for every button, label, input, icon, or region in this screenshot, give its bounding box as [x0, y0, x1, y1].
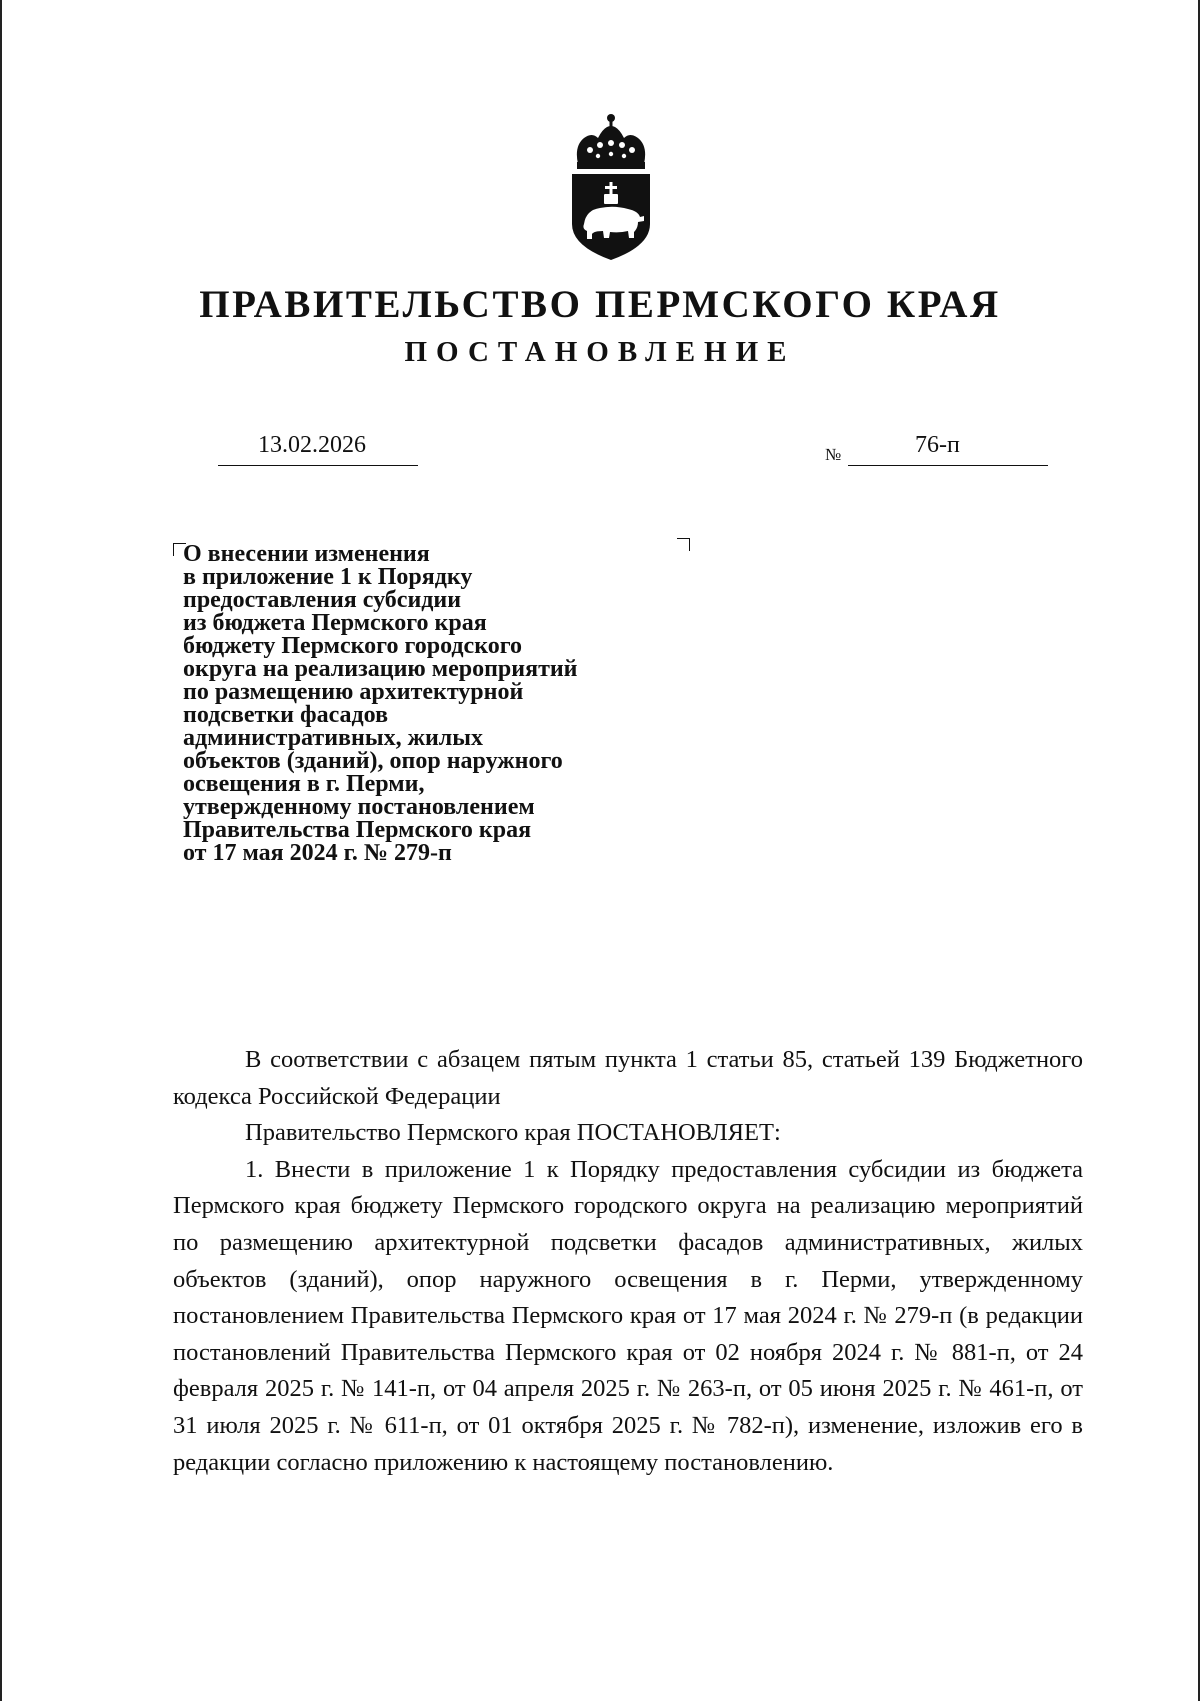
page-left-edge [0, 0, 2, 1701]
subject-line: Правительства Пермского края [183, 817, 532, 843]
document-type: ПОСТАНОВЛЕНИЕ [404, 336, 796, 368]
subject-line: от 17 мая 2024 г. № 279-п [183, 840, 452, 866]
subject-line: из бюджета Пермского края [183, 610, 487, 636]
government-title: ПРАВИТЕЛЬСТВО ПЕРМСКОГО КРАЯ [199, 283, 1001, 326]
subject-line: административных, жилых [183, 725, 484, 751]
subject-line: предоставления субсидии [183, 587, 462, 613]
subject-line: О внесении изменения [183, 541, 430, 567]
subject-heading [183, 543, 578, 865]
coat-of-arms-icon [568, 112, 654, 262]
subject-line: в приложение 1 к Порядку [183, 564, 473, 590]
number-field [848, 432, 1048, 466]
date-field [218, 432, 418, 466]
subject-corner-right [677, 538, 690, 551]
subject-line: по размещению архитектурной [183, 679, 524, 705]
document-body [173, 1042, 1083, 1481]
body-paragraph: Правительство Пермского края ПОСТАНОВЛЯЕТ: [245, 1119, 781, 1147]
subject-line: объектов (зданий), опор наружного [183, 748, 563, 774]
body-paragraph: 1. Внести в приложение 1 к Порядку предоставления субсидии из бюджета Пермского края бюджету Пермского городского округа на реализацию мероприятий по размещению архитектурной подсветки фасадов административных, жилых объектов (зданий), опор наружного освещения в г. Перми, утвержденному постановлением Правительства Пермского края от 17 мая 2024 г. № 279-п (в редакции постановлений Правительства Пермского края от 02 ноября 2024 г. № 881-п, от 24 февраля 2025 г. № 141-п, от 04 апреля 2025 г. № 263-п, от 05 июня 2025 г. № 461-п, от 31 июля 2025 г. № 611-п, от 01 октября 2025 г. № 782-п), изменение, изложив его в редакции согласно приложению к настоящему постановлению. [173, 1155, 1083, 1476]
subject-line: подсветки фасадов [183, 702, 389, 728]
date-value: 13.02.2026 [258, 432, 366, 458]
subject-line: освещения в г. Перми, [183, 771, 425, 797]
number-label: № [825, 445, 842, 464]
body-paragraph: В соответствии с абзацем пятым пункта 1 статьи 85, статьей 139 Бюджетного кодекса Российской Федерации [173, 1046, 1083, 1110]
number-value: 76-п [915, 432, 960, 458]
subject-line: округа на реализацию мероприятий [183, 656, 578, 682]
subject-line: бюджету Пермского городского [183, 633, 522, 659]
subject-line: утвержденному постановлением [183, 794, 535, 820]
